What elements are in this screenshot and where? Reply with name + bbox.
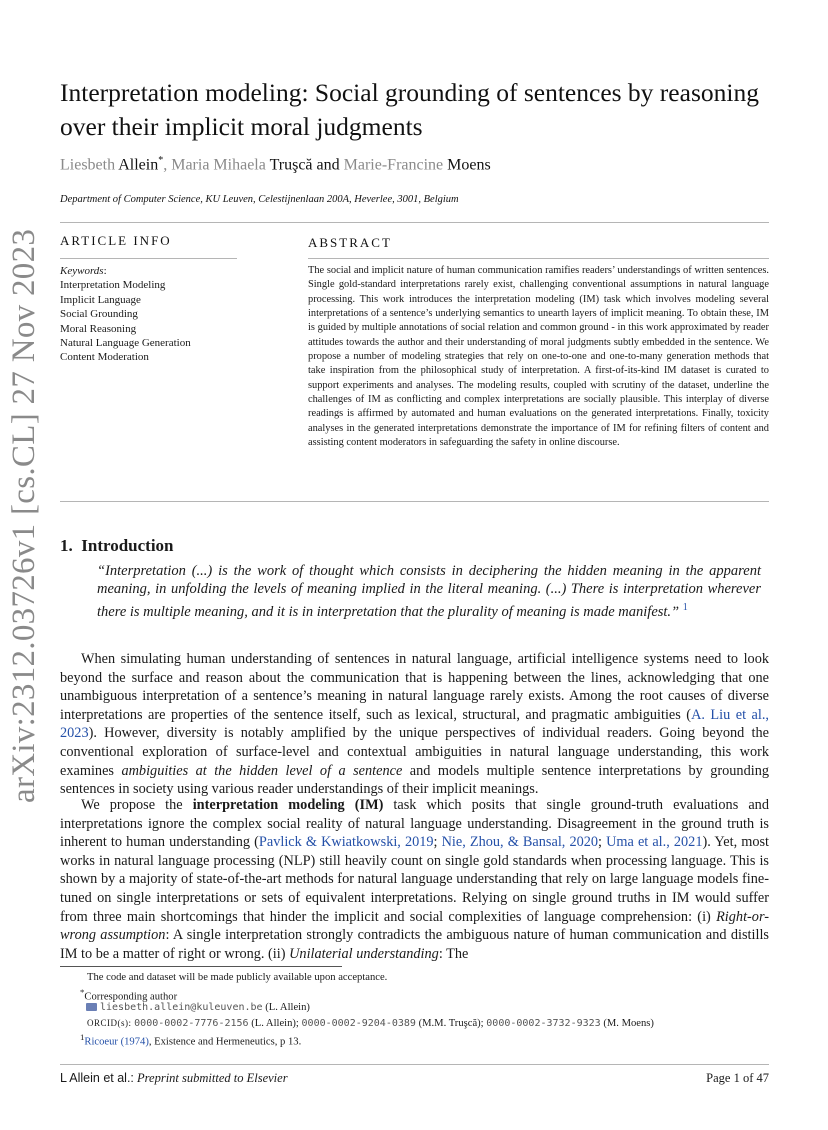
author-list — [60, 155, 491, 174]
author-2-surname: Truşcă — [269, 156, 313, 174]
footer-left — [60, 1071, 288, 1086]
citation-link[interactable]: Nie, Zhou, & Bansal, 2020 — [441, 834, 599, 851]
orcid-link[interactable]: 0000-0002-3732-9323 — [486, 1018, 601, 1029]
text-run: ). Yet, most works in natural language processing (NLP) still heavily count on single gold standards when processing language. This is shown by a majority of state-of-the-art methods for natural language understanding that rely on large language models fine-tuned on single interpretations or sets of equivalent interpretations. Relying on single ground truths in IM would suffer from three main shortcomings that hinder the implicit and social complexities of language comprehension: (i) — [60, 834, 770, 925]
epigraph-quote — [97, 562, 761, 621]
bold-term: interpretation modeling (IM) — [192, 797, 384, 813]
paragraph-2 — [60, 796, 769, 963]
footnote-text: (M.M. Truşcă); — [418, 1018, 484, 1029]
footnote-text: Corresponding author — [84, 991, 178, 1003]
author-1-surname: Allein — [118, 156, 159, 174]
footer-divider — [60, 1064, 769, 1065]
article-info-heading: ARTICLE INFO — [60, 233, 172, 248]
footnote-email — [86, 1001, 310, 1015]
abstract-text: The social and implicit nature of human communication ramifies readers’ understandings of written sentences. Single gold-standard interpretations rarely exist, challenging conventional assumptions in natural language processing. This work introduces the interpretation modeling (IM) task which involves modeling several interpretations of a sentence’s underlying semantics to unearth layers of implicit meaning. To obtain these, IM is guided by multiple annotations of social relation and common ground - in this work approximated by reader attitudes towards the author and their understanding of moral judgments subtly embedded in the sentence. We propose a number of modeling strategies that rely on one-to-one and one-to-many generation methods that take inspiration from the philosophical study of interpretation. A first-of-its-kind IM dataset is curated to support experiments and analyses. The modeling results, coupled with scrutiny of the dataset, underline the challenges of IM as conflicting and complex interpretations are socially plausible. This interplay of diverse readings is affirmed by automated and human evaluations on the generated interpretations. Finally, toxicity analyses in the generated interpretations demonstrate the importance of IM for refining filters of content and assisting content moderators in safeguarding the safety in online discourse. — [308, 265, 769, 449]
orcid-link[interactable]: 0000-0002-7776-2156 — [134, 1018, 249, 1029]
footnote-link[interactable]: 1 — [682, 601, 688, 613]
keyword-item: Interpretation Modeling — [60, 279, 166, 292]
section-title: Introduction — [81, 536, 174, 555]
paragraph-1 — [60, 650, 769, 799]
author-3-given: Marie-Francine — [343, 156, 444, 174]
emphasis: Right-or-wrong assumption — [60, 908, 769, 944]
author-3-surname: Moens — [447, 156, 491, 174]
page-number: Page 1 of 47 — [706, 1071, 769, 1085]
section-heading — [60, 536, 174, 556]
footnote-text: (L. Allein) — [265, 1002, 310, 1013]
keyword-item: Content Moderation — [60, 351, 149, 364]
text-run: ; — [433, 834, 442, 851]
text-run: and models multiple sentence interpretations by grounding sentences in society using various reader understandings of their implicit meanings. — [60, 762, 769, 798]
footnote-1 — [80, 1030, 301, 1050]
footnote-mark: * — [80, 987, 85, 997]
paper-title: Interpretation modeling: Social grounding of sentences by reasoning over their implicit moral judgments — [60, 78, 759, 141]
abstract-heading: ABSTRACT — [308, 235, 392, 250]
affiliation: Department of Computer Science, KU Leuven, Celestijnenlaan 200A, Heverlee, 3001, Belgium — [60, 194, 459, 205]
orcid-link[interactable]: 0000-0002-9204-0389 — [301, 1018, 416, 1029]
text-run: When simulating human understanding of sentences in natural language, artificial intelligence systems need to look beyond the surface and reason about the communication that is happening between the lines, acknowledging that one unambiguous interpretation of a sentence’s meaning in natural language rarely exists. Among the root causes of diverse interpretations are properties of the sentence itself, such as lexical, structural, and pragmatic ambiguities ( — [60, 651, 769, 723]
corresponding-mark: * — [158, 155, 164, 166]
citation-link[interactable]: A. Liu et al., 2023 — [60, 706, 769, 742]
text-run: ; — [598, 834, 607, 851]
footnote-code: The code and dataset will be made publicly available upon acceptance. — [87, 972, 388, 983]
emphasis: Unilaterial understanding — [289, 945, 439, 962]
quote-text: “Interpretation (...) is the work of thought which consists in deciphering the hidden meaning in the apparent meaning, in unfolding the levels of meaning implied in the literal meaning. (...) There is interpretation wherever there is multiple meaning, and it is in interpretation that the plurality of meaning is made manifest.” — [97, 563, 761, 620]
author-separator: and — [312, 156, 344, 174]
citation-link[interactable]: Pavlick & Kwiatkowski, 2019 — [258, 834, 434, 851]
keyword-item: Natural Language Generation — [60, 337, 191, 350]
email-link[interactable]: liesbeth.allein@kuleuven.be — [100, 1002, 263, 1013]
text-run: We propose the — [81, 797, 193, 813]
keyword-item: Social Grounding — [60, 308, 138, 321]
text-run: task which posits that single ground-truth evaluations and interpretations ignore the complex social reality of natural language understanding. Disagreement in the ground truth is inherent to human understanding ( — [60, 797, 769, 851]
citation-link[interactable]: Ricoeur (1974) — [84, 1036, 149, 1048]
divider — [60, 222, 769, 223]
keywords-block: Keywords: Interpretation Modeling Implicit Language Social Grounding Moral Reasoning Natural Language Generation Content Moderation — [60, 264, 290, 365]
footnote-text: (L. Allein); — [251, 1018, 299, 1029]
divider — [60, 258, 237, 259]
text-run: : The — [438, 945, 469, 962]
text-run: : A single interpretation strongly contradicts the ambiguous nature of human communication and distills IM to be a matter of right or wrong. (ii) — [60, 927, 769, 962]
author-1-given: Liesbeth — [60, 156, 116, 174]
envelope-icon — [86, 1003, 97, 1011]
divider — [308, 258, 769, 259]
section-number: 1. — [60, 536, 73, 555]
keywords-label: Keywords — [60, 265, 104, 277]
emphasis: ambiguities at the hidden level of a sentence — [121, 762, 403, 779]
divider — [60, 501, 769, 502]
keyword-item: Implicit Language — [60, 293, 141, 306]
footnote-text: (M. Moens) — [603, 1018, 654, 1029]
keyword-item: Moral Reasoning — [60, 322, 137, 335]
orcid-label: ORCID(s): — [87, 1018, 132, 1028]
footnote-divider — [60, 966, 342, 967]
footer-journal: Preprint submitted to Elsevier — [137, 1071, 288, 1085]
footnote-orcid — [87, 1016, 654, 1031]
author-separator: , — [163, 156, 172, 174]
footer-author: L Allein et al.: — [60, 1071, 134, 1085]
footnote-text: , Existence and Hermeneutics, p 13. — [148, 1036, 302, 1048]
text-run: ). However, diversity is notably amplified by the unique perspectives of individual readers. Going beyond the conventional exploration of surface-level and contextual ambiguities in natural language understanding, this work examines — [60, 725, 769, 779]
citation-link[interactable]: Uma et al., 2021 — [606, 834, 703, 851]
author-2-given: Maria Mihaela — [171, 156, 266, 174]
footnote-mark: 1 — [80, 1032, 85, 1042]
arxiv-stamp: arXiv:2312.03726v1 [cs.CL] 27 Nov 2023 — [6, 228, 42, 803]
